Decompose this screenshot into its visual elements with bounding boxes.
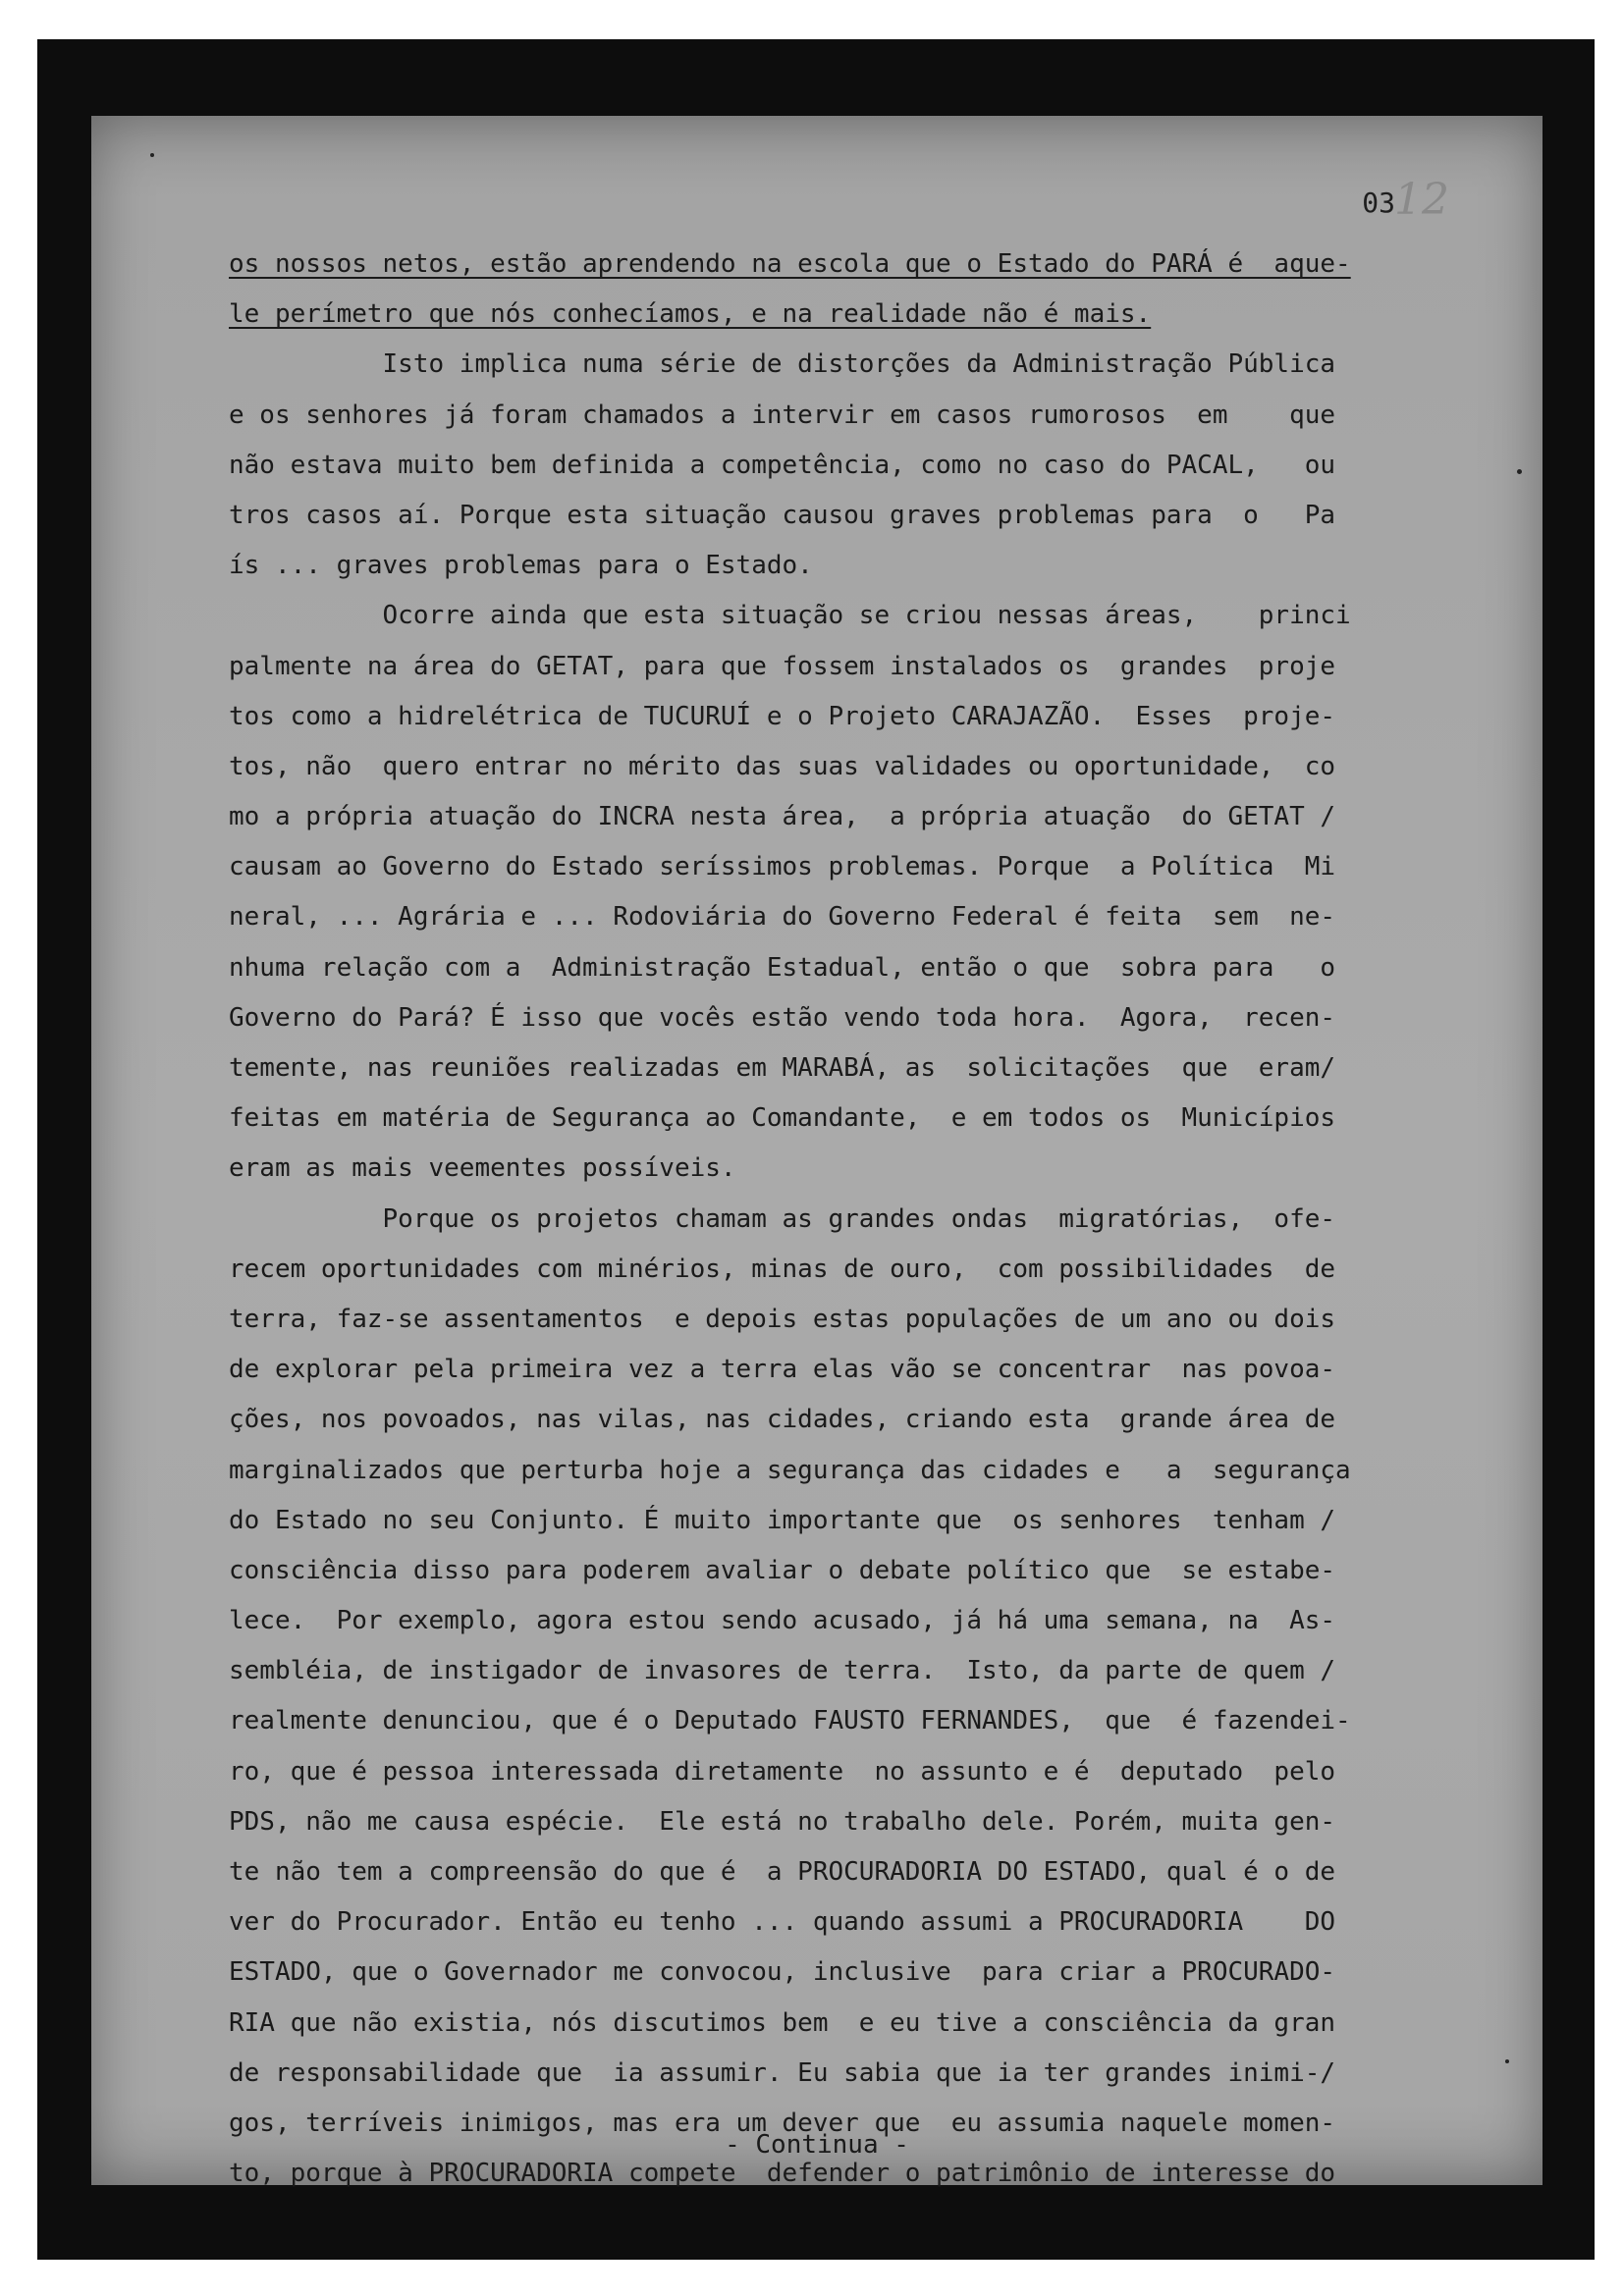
continuation-footer: - Continua -	[725, 2130, 909, 2160]
text-line: ís ... graves problemas para o Estado.	[229, 551, 813, 581]
text-line: terra, faz-se assentamentos e depois estas populações de um ano ou dois	[229, 1304, 1336, 1334]
text-line: e os senhores já foram chamados a intervir em casos rumorosos em que	[229, 400, 1336, 430]
text-line: do Estado no seu Conjunto. É muito importante que os senhores tenham /	[229, 1505, 1336, 1535]
text-line: PDS, não me causa espécie. Ele está no trabalho dele. Porém, muita gen-	[229, 1806, 1336, 1837]
text-line: tos como a hidrelétrica de TUCURUÍ e o Projeto CARAJAZÃO. Esses proje-	[229, 701, 1336, 731]
text-line: neral, ... Agrária e ... Rodoviária do Governo Federal é feita sem ne-	[229, 902, 1336, 933]
text-line: de explorar pela primeira vez a terra elas vão se concentrar nas povoa-	[229, 1355, 1336, 1385]
text-line: feitas em matéria de Segurança ao Comandante, e em todos os Municípios	[229, 1103, 1336, 1134]
text-line: consciência disso para poderem avaliar o debate político que se estabe-	[229, 1555, 1336, 1585]
text-line: os nossos netos, estão aprendendo na escola que o Estado do PARÁ é aque-	[229, 249, 1351, 279]
text-line: temente, nas reuniões realizadas em MARABÁ, as solicitações que eram/	[229, 1053, 1336, 1083]
text-line: causam ao Governo do Estado seríssimos problemas. Porque a Política Mi	[229, 852, 1336, 882]
dust-speck	[1505, 2059, 1509, 2063]
page-number: 03	[1362, 187, 1395, 219]
text-line: ro, que é pessoa interessada diretamente no assunto e é deputado pelo	[229, 1756, 1336, 1787]
text-line: gos, terríveis inimigos, mas era um dever que eu assumia naquele momen-	[229, 2108, 1336, 2138]
body-text	[229, 240, 1466, 2199]
text-line: Ocorre ainda que esta situação se criou nessas áreas, princi	[229, 601, 1351, 631]
dust-speck	[150, 153, 154, 157]
text-line: nhuma relação com a Administração Estadual, então o que sobra para o	[229, 952, 1336, 983]
text-line: Isto implica numa série de distorções da Administração Pública	[229, 349, 1336, 380]
text-line: te não tem a compreensão do que é a PROCURADORIA DO ESTADO, qual é o de	[229, 1857, 1336, 1887]
text-line: eram as mais veementes possíveis.	[229, 1153, 736, 1184]
text-line: Governo do Pará? É isso que vocês estão vendo toda hora. Agora, recen-	[229, 1002, 1336, 1033]
text-line: to, porque à PROCURADORIA compete defender o patrimônio de interesse do	[229, 2159, 1336, 2189]
text-line: de responsabilidade que ia assumir. Eu sabia que ia ter grandes inimi-/	[229, 2057, 1336, 2088]
handwritten-margin-mark: 12	[1394, 175, 1449, 225]
typewritten-page	[91, 116, 1543, 2189]
text-line: lece. Por exemplo, agora estou sendo acusado, já há uma semana, na As-	[229, 1606, 1336, 1636]
text-line: ESTADO, que o Governador me convocou, inclusive para criar a PROCURADO-	[229, 1957, 1336, 1988]
text-line: não estava muito bem definida a competência, como no caso do PACAL, ou	[229, 450, 1336, 480]
scan-frame	[37, 39, 1595, 2260]
text-line: ções, nos povoados, nas vilas, nas cidades, criando esta grande área de	[229, 1405, 1336, 1435]
text-line: sembléia, de instigador de invasores de terra. Isto, da parte de quem /	[229, 1656, 1336, 1686]
text-line: realmente denunciou, que é o Deputado FAUSTO FERNANDES, que é fazendei-	[229, 1706, 1351, 1736]
dust-speck	[1517, 469, 1522, 474]
text-line: marginalizados que perturba hoje a segurança das cidades e a segurança	[229, 1455, 1351, 1485]
text-line: ver do Procurador. Então eu tenho ... quando assumi a PROCURADORIA DO	[229, 1907, 1336, 1938]
text-line: recem oportunidades com minérios, minas de ouro, com possibilidades de	[229, 1254, 1336, 1284]
text-line: RIA que não existia, nós discutimos bem e eu tive a consciência da gran	[229, 2007, 1336, 2038]
text-line: tos, não quero entrar no mérito das suas validades ou oportunidade, co	[229, 751, 1336, 781]
text-line: mo a própria atuação do INCRA nesta área, a própria atuação do GETAT /	[229, 802, 1336, 832]
text-line: Porque os projetos chamam as grandes ondas migratórias, ofe-	[229, 1203, 1336, 1234]
text-line: palmente na área do GETAT, para que fossem instalados os grandes proje	[229, 651, 1336, 681]
text-line: tros casos aí. Porque esta situação causou graves problemas para o Pa	[229, 500, 1336, 530]
text-line: le perímetro que nós conhecíamos, e na realidade não é mais.	[229, 299, 1152, 330]
